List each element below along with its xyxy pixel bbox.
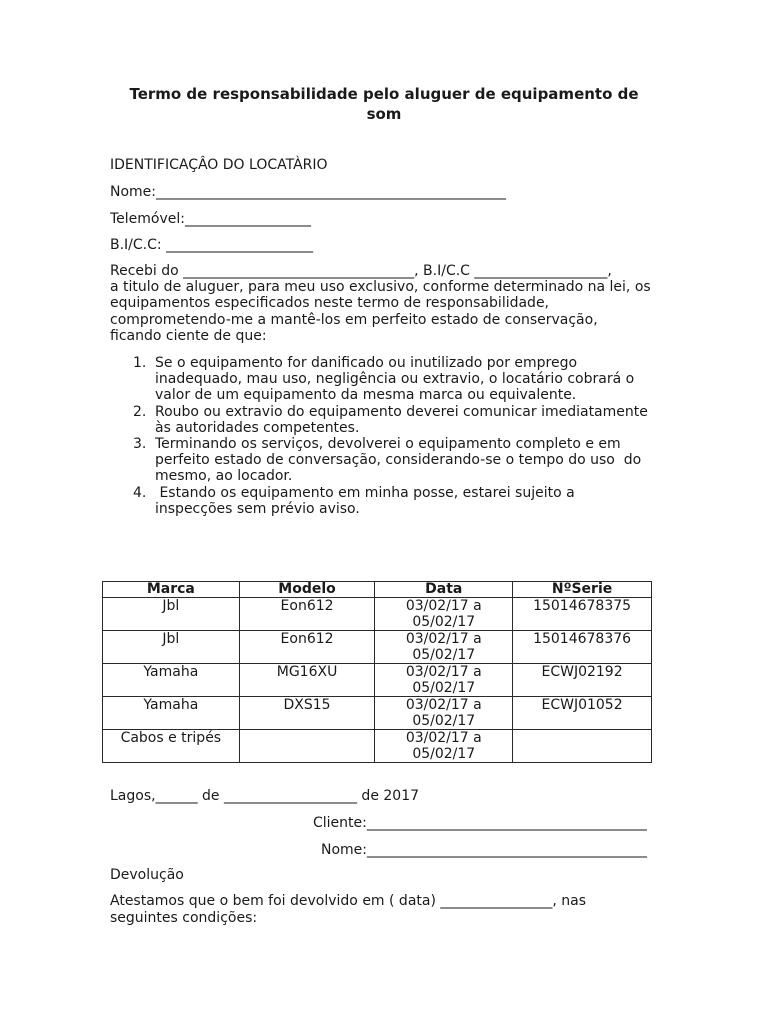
cell-modelo: MG16XU bbox=[239, 664, 375, 697]
condition-item bbox=[110, 404, 670, 436]
section-header: IDENTIFICAÇÂO DO LOCATÀRIO bbox=[110, 157, 328, 173]
atestamos-line-1: Atestamos que o bem foi devolvido em ( data) ________________, nas bbox=[110, 893, 587, 909]
table-row bbox=[103, 730, 652, 763]
data-end: 05/02/17 bbox=[412, 647, 476, 663]
telemovel-field: Telemóvel:__________________ bbox=[110, 211, 311, 227]
cell-marca: Jbl bbox=[103, 598, 240, 631]
paragraph-line: ficando ciente de que: bbox=[110, 327, 267, 344]
cell-modelo: Eon612 bbox=[239, 598, 375, 631]
item-line: inspecções sem prévio aviso. bbox=[155, 500, 360, 517]
cell-serie bbox=[513, 730, 652, 763]
paragraph-line: comprometendo-me a mantê-los em perfeito estado de conservação, bbox=[110, 311, 598, 328]
condition-item bbox=[110, 436, 670, 485]
data-end: 05/02/17 bbox=[412, 680, 476, 696]
condition-item bbox=[110, 485, 670, 517]
table-row bbox=[103, 598, 652, 631]
paragraph-line: equipamentos especificados neste termo de responsabilidade, bbox=[110, 295, 550, 312]
cell-modelo: Eon612 bbox=[239, 631, 375, 664]
item-line: Se o equipamento for danificado ou inutilizado por emprego bbox=[155, 355, 578, 371]
item-number: 4. bbox=[133, 484, 147, 501]
item-line: inadequado, mau uso, negligência ou extravio, o locatário cobrará o bbox=[155, 371, 635, 388]
data-start: 03/02/17 a bbox=[405, 697, 482, 713]
equipment-table bbox=[102, 581, 652, 763]
data-start: 03/02/17 a bbox=[405, 598, 482, 614]
header-modelo: Modelo bbox=[239, 582, 375, 598]
cell-data bbox=[375, 664, 513, 697]
table-row bbox=[103, 697, 652, 730]
cell-data bbox=[375, 631, 513, 664]
item-line: Estando os equipamento em minha posse, estarei sujeito a bbox=[155, 484, 575, 501]
item-number: 3. bbox=[133, 436, 147, 453]
cell-data bbox=[375, 730, 513, 763]
item-line: Terminando os serviços, devolverei o equipamento completo e em bbox=[155, 436, 621, 453]
data-start: 03/02/17 a bbox=[405, 631, 482, 647]
condition-item bbox=[110, 355, 670, 404]
table-row bbox=[103, 664, 652, 697]
cell-serie: 15014678375 bbox=[513, 598, 652, 631]
header-marca: Marca bbox=[103, 582, 240, 598]
data-start: 03/02/17 a bbox=[405, 730, 482, 746]
item-number: 1. bbox=[133, 355, 147, 371]
bi-field: B.I/C.C: _____________________ bbox=[110, 237, 314, 253]
title-line-1: Termo de responsabilidade pelo aluguer de equipamento de bbox=[129, 85, 639, 103]
data-start: 03/02/17 a bbox=[405, 664, 482, 680]
item-line: Roubo ou extravio do equipamento deverei comunicar imediatamente bbox=[155, 403, 648, 420]
header-serie: NºSerie bbox=[513, 582, 652, 598]
data-end: 05/02/17 bbox=[412, 713, 476, 729]
paragraph-line: Recebi do _________________________________, B.I/C.C ___________________, bbox=[110, 263, 612, 279]
date-line: Lagos,______ de ___________________ de 2017 bbox=[110, 788, 420, 804]
conditions-list bbox=[110, 355, 670, 517]
cell-serie: ECWJ01052 bbox=[513, 697, 652, 730]
cell-marca: Cabos e tripés bbox=[103, 730, 240, 763]
document-title bbox=[110, 84, 658, 124]
cell-modelo bbox=[239, 730, 375, 763]
title-line-2: som bbox=[366, 105, 402, 123]
cell-modelo: DXS15 bbox=[239, 697, 375, 730]
data-end: 05/02/17 bbox=[412, 614, 476, 630]
header-data: Data bbox=[375, 582, 513, 598]
cliente-signature-line: Cliente:________________________________________ bbox=[313, 815, 647, 831]
devolucao-heading: Devolução bbox=[110, 867, 184, 883]
item-line: valor de um equipamento da mesma marca ou equivalente. bbox=[155, 387, 577, 404]
atestamos-line-2: seguintes condições: bbox=[110, 910, 258, 926]
table-header-row bbox=[103, 582, 652, 598]
item-line: às autoridades competentes. bbox=[155, 419, 360, 436]
cell-marca: Yamaha bbox=[103, 664, 240, 697]
item-line: mesmo, ao locador. bbox=[155, 468, 293, 485]
cell-marca: Jbl bbox=[103, 631, 240, 664]
nome-signature-line: Nome:________________________________________ bbox=[321, 842, 648, 858]
table-row bbox=[103, 631, 652, 664]
item-line: perfeito estado de conversação, considerando-se o tempo do uso do bbox=[155, 452, 642, 469]
cell-marca: Yamaha bbox=[103, 697, 240, 730]
paragraph-line: a titulo de aluguer, para meu uso exclusivo, conforme determinado na lei, os bbox=[110, 279, 651, 296]
receipt-paragraph bbox=[110, 263, 662, 344]
item-number: 2. bbox=[133, 403, 147, 420]
nome-field: Nome:__________________________________________________ bbox=[110, 184, 507, 200]
data-end: 05/02/17 bbox=[412, 746, 476, 762]
cell-serie: ECWJ02192 bbox=[513, 664, 652, 697]
cell-serie: 15014678376 bbox=[513, 631, 652, 664]
cell-data bbox=[375, 598, 513, 631]
cell-data bbox=[375, 697, 513, 730]
